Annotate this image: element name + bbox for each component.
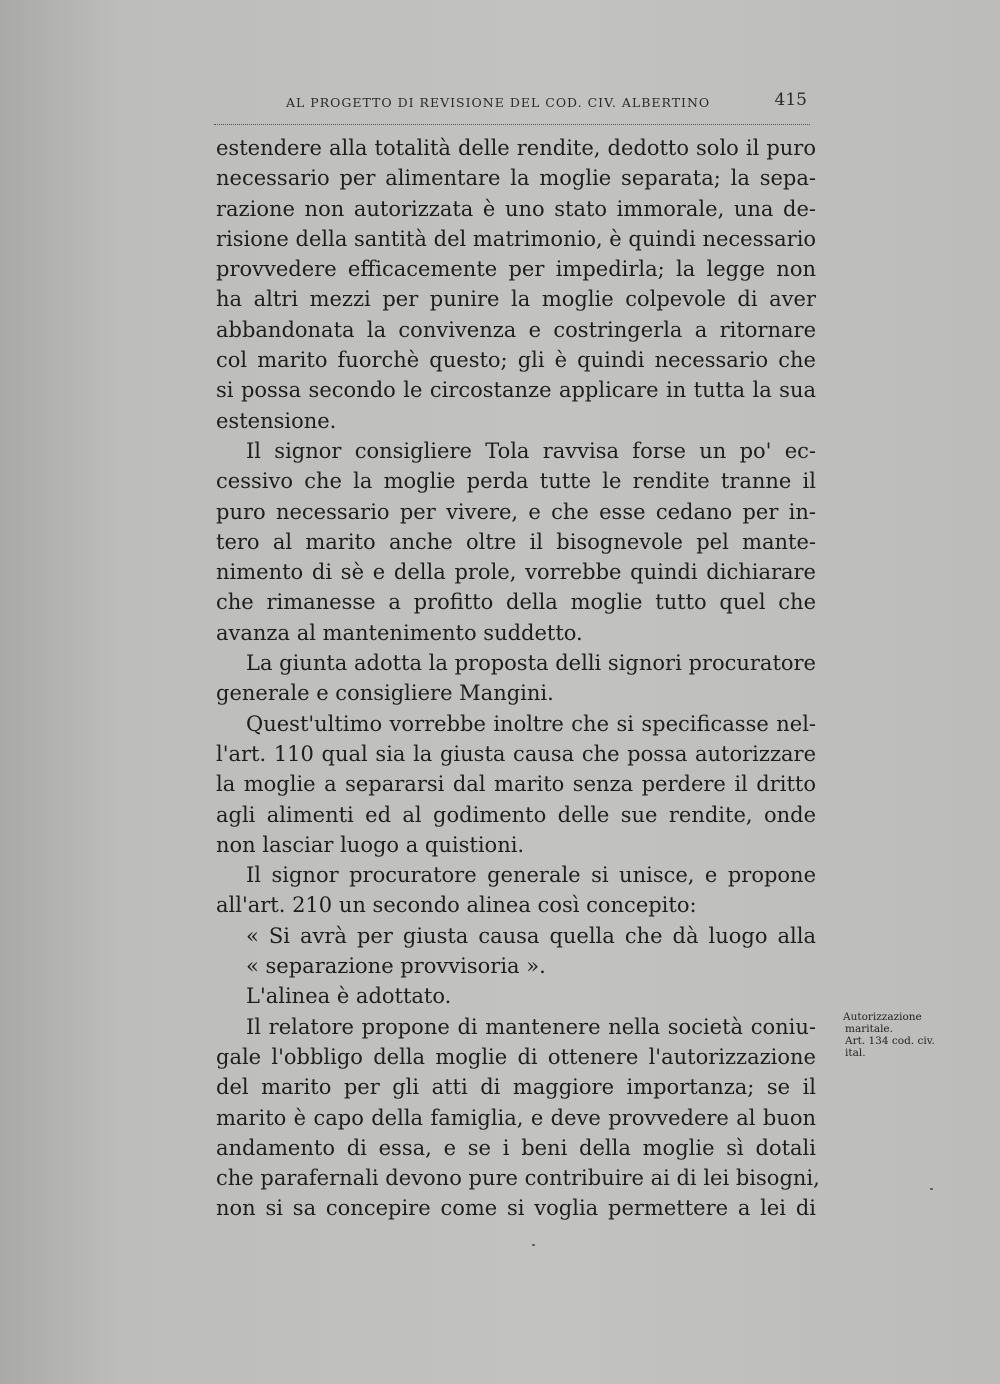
text-line: generale e consigliere Mangini.: [216, 681, 554, 706]
text-line: « Si avrà per giusta causa quella che dà luogo alla: [246, 923, 816, 948]
text-line: cessivo che la moglie perda tutte le rendite tranne il: [216, 469, 816, 494]
text-line: estendere alla totalità delle rendite, dedotto solo il puro: [216, 136, 816, 160]
text-line: all'art. 210 un secondo alinea così concepito:: [216, 893, 697, 918]
paper-speck: [930, 1188, 933, 1190]
text-line: si possa secondo le circostanze applicare in tutta la sua: [216, 378, 816, 403]
text-line: Il relatore propone di mantenere nella società coniu-: [246, 1014, 816, 1039]
text-line: tero al marito anche oltre il bisognevole pel mante-: [216, 529, 816, 554]
margin-note: [843, 1011, 953, 1059]
header-rule: [214, 124, 810, 125]
text-line: nimento di sè e della prole, vorrebbe quindi dichiarare: [216, 560, 816, 585]
text-line: risione della santità del matrimonio, è quindi necessario: [216, 226, 817, 251]
margin-note-line: ital.: [845, 1047, 866, 1059]
text-line: che rimanesse a profitto della moglie tutto quel che: [216, 590, 816, 615]
text-line: abbandonata la convivenza e costringerla a ritornare: [216, 317, 816, 342]
text-line: del marito per gli atti di maggiore importanza; se il: [216, 1075, 816, 1100]
text-line: razione non autorizzata è uno stato immorale, una de-: [216, 196, 816, 221]
text-line: l'art. 110 qual sia la giusta causa che possa autorizzare: [216, 741, 816, 766]
text-line: agli alimenti ed al godimento delle sue rendite, onde: [216, 802, 816, 827]
text-line: la moglie a separarsi dal marito senza perdere il dritto: [216, 772, 816, 797]
text-line: Il signor procuratore generale si unisce, e propone: [246, 863, 816, 888]
text-line: puro necessario per vivere, e che esse cedano per in-: [216, 499, 816, 524]
page-number: 415: [774, 90, 807, 110]
text-line: « separazione provvisoria ».: [246, 954, 546, 979]
page-header: [286, 86, 811, 116]
running-head: AL PROGETTO DI REVISIONE DEL COD. CIV. ALBERTINO: [286, 95, 711, 110]
text-line: Il signor consigliere Tola ravvisa forse un po' ec-: [246, 438, 816, 463]
margin-note-line: maritale.: [845, 1023, 893, 1035]
text-line: col marito fuorchè questo; gli è quindi necessario che: [216, 348, 816, 373]
text-line: L'alinea è adottato.: [246, 984, 452, 1009]
text-line: gale l'obbligo della moglie di ottenere l'autorizzazione: [216, 1044, 816, 1069]
margin-note-line: Autorizzazione: [843, 1011, 922, 1023]
text-line: La giunta adotta la proposta delli signori procuratore: [246, 651, 816, 676]
paper-speck: [532, 1244, 535, 1246]
text-line: che parafernali devono pure contribuire ai di lei bisogni,: [216, 1166, 820, 1191]
text-line: andamento di essa, e se i beni della moglie sì dotali: [216, 1135, 816, 1160]
text-line: provvedere efficacemente per impedirla; la legge non: [216, 257, 816, 282]
text-line: necessario per alimentare la moglie separata; la sepa-: [216, 166, 816, 191]
text-line: ha altri mezzi per punire la moglie colpevole di aver: [216, 287, 816, 312]
body-text: [216, 133, 820, 1224]
text-line: Quest'ultimo vorrebbe inoltre che si specificasse nel-: [246, 711, 816, 736]
text-line: non si sa concepire come si voglia permettere a lei di: [216, 1196, 816, 1221]
text-line: estensione.: [216, 408, 337, 433]
text-line: marito è capo della famiglia, e deve provvedere al buon: [216, 1105, 816, 1130]
margin-note-line: Art. 134 cod. civ.: [845, 1035, 935, 1047]
text-line: avanza al mantenimento suddetto.: [216, 620, 583, 645]
text-line: non lasciar luogo a quistioni.: [216, 832, 525, 857]
